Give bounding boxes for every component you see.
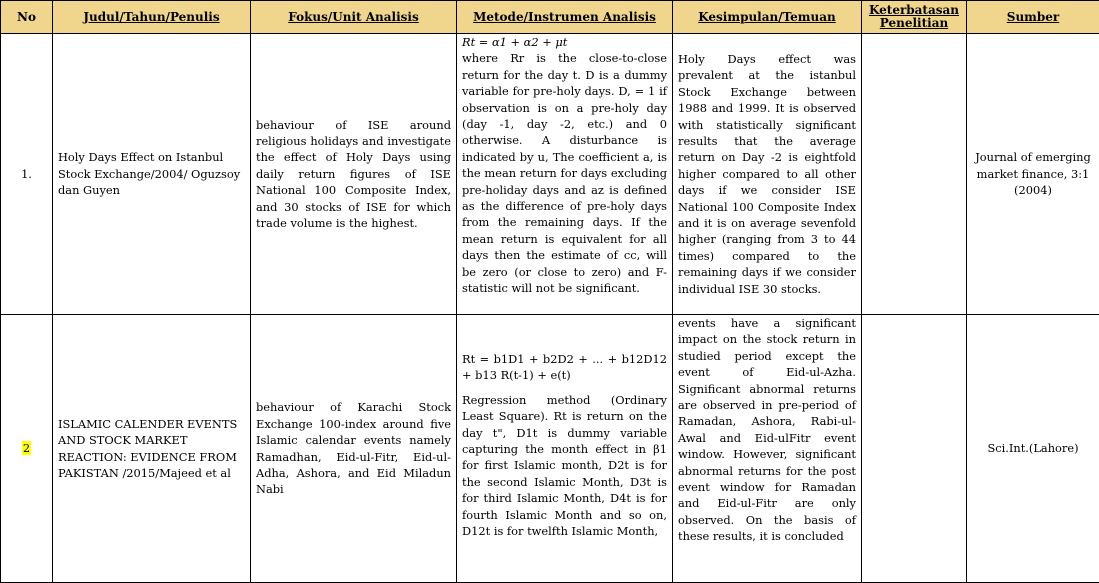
- table-row: [1, 34, 1099, 315]
- header-keterbatasan: Keterbatasan Penelitian: [862, 1, 967, 34]
- header-metode: Metode/Instrumen Analisis: [457, 1, 673, 34]
- header-judul: Judul/Tahun/Penulis: [53, 1, 251, 34]
- highlighted-number: 2: [22, 441, 31, 455]
- row-kesimpulan: Holy Days effect was prevalent at the istanbul Stock Exchange between 1988 and 1999. It is observed with statistically significant results that the average return on Day -2 is eightfold higher compared to all other days if we consider ISE National 100 Composite Index and it is on average sevenfold higher (ranging from 3 to 44 times) compared to the remaining days if we consider individual ISE 30 stocks.: [673, 34, 862, 315]
- row-metode-equation: Rt = b1D1 + b2D2 + ... + b12D12 + b13 R(t-1) + e(t): [462, 351, 667, 384]
- row-sumber: Sci.Int.(Lahore): [967, 315, 1099, 583]
- header-fokus: Fokus/Unit Analisis: [251, 1, 457, 34]
- header-row: [1, 1, 1099, 34]
- row-no: 1.: [1, 34, 53, 315]
- row-judul: Holy Days Effect on Istanbul Stock Exchange/2004/ Oguzsoy dan Guyen: [53, 34, 251, 315]
- row-fokus: behaviour of Karachi Stock Exchange 100-index around five Islamic calendar events namely Ramadhan, Eid-ul-Fitr, Eid-ul-Adha, Ashora, and Eid Miladun Nabi: [251, 315, 457, 583]
- row-metode: [457, 34, 673, 315]
- row-keterbatasan: [862, 315, 967, 583]
- row-fokus: behaviour of ISE around religious holidays and investigate the effect of Holy Days using daily return figures of ISE National 100 Composite Index, and 30 stocks of ISE for which trade volume is the highest.: [251, 34, 457, 315]
- row-judul: ISLAMIC CALENDER EVENTS AND STOCK MARKET REACTION: EVIDENCE FROM PAKISTAN /2015/Majeed et al: [53, 315, 251, 583]
- row-metode: [457, 315, 673, 583]
- row-no: [1, 315, 53, 583]
- table-row: [1, 315, 1099, 583]
- row-metode-text: where Rr is the close-to-close return for the day t. D is a dummy variable for pre-holy days. D, = 1 if observation is on a pre-holy day (day -1, day -2, etc.) and 0 otherwise. A disturbance is indicated by u, The coefficient a, is the mean return for days excluding pre-holiday days and az is defined as the difference of pre-holy days from the remaining days. If the mean return is equivalent for all days then the estimate of cc, will be zero (or close to zero) and F-statistic will not be significant.: [462, 50, 667, 296]
- row-metode-equation: Rt = α1 + α2 + μt: [462, 34, 667, 50]
- row-sumber: Journal of emerging market finance, 3:1 (2004): [967, 34, 1099, 315]
- row-metode-text: Regression method (Ordinary Least Square). Rt is return on the day t", D1t is dummy variable capturing the month effect in β1 for first Islamic month, D2t is for the second Islamic Month, D3t is for third Islamic Month, D4t is for fourth Islamic Month and so on, D12t is for twelfth Islamic Month,: [462, 392, 667, 540]
- row-kesimpulan: events have a significant impact on the stock return in studied period except the event of Eid-ul-Azha. Significant abnormal returns are observed in pre-period of Ramadan, Ashora, Rabi-ul-Awal and Eid-ulFitr event window. However, significant abnormal returns for the post event window for Ramadan and Eid-ul-Fitr are only observed. On the basis of these results, it is concluded: [673, 315, 862, 583]
- header-kesimpulan: Kesimpulan/Temuan: [673, 1, 862, 34]
- header-sumber: Sumber: [967, 1, 1099, 34]
- header-no: No: [1, 1, 53, 34]
- row-keterbatasan: [862, 34, 967, 315]
